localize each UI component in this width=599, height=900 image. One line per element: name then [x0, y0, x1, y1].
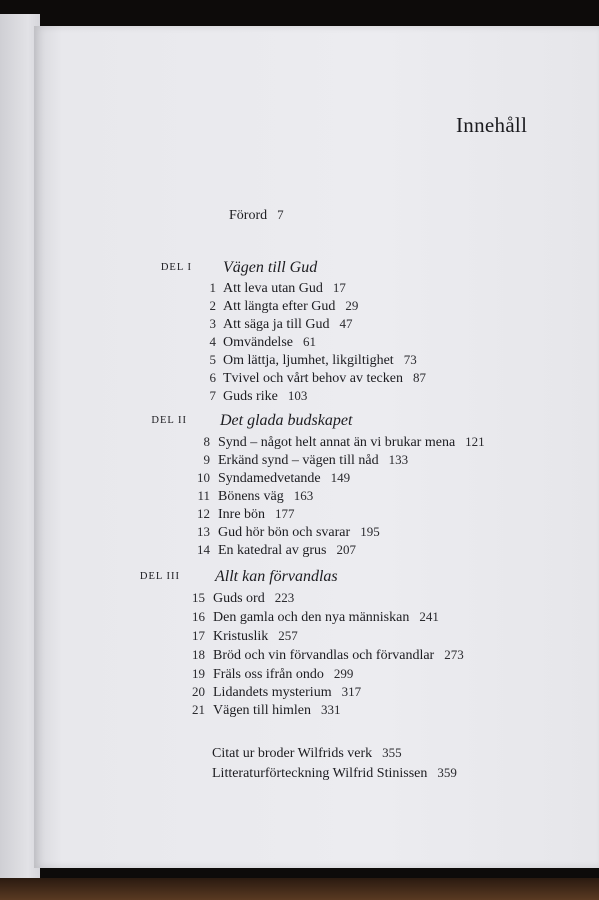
- chapter-number: 8: [203, 434, 210, 449]
- part-title: Allt kan förvandlas: [215, 568, 338, 585]
- chapter-number: 9: [203, 452, 210, 467]
- part-label: DEL III: [139, 571, 180, 582]
- chapter-page: 195: [360, 524, 380, 539]
- chapter-page: 163: [293, 488, 314, 503]
- chapter-title: Tvivel och vårt behov av tecken: [223, 371, 403, 386]
- chapter-number: 17: [192, 628, 205, 643]
- chapter-page: 133: [388, 452, 409, 467]
- chapter-number: 1: [209, 280, 216, 295]
- chapter-title: Fräls oss ifrån ondo: [213, 667, 324, 682]
- chapter-title: Guds ord: [213, 591, 265, 606]
- chapter-number: 5: [209, 352, 216, 367]
- chapter-number: 3: [209, 316, 216, 331]
- chapter-number: 14: [197, 542, 210, 557]
- chapter-number: 13: [197, 524, 210, 539]
- chapter-title: Guds rike: [223, 389, 278, 404]
- chapter-title: Att leva utan Gud: [223, 281, 323, 296]
- chapter-page: 121: [465, 434, 485, 449]
- chapter-number: 18: [192, 647, 205, 662]
- chapter-title: Synd – något helt annat än vi brukar mena: [218, 435, 456, 450]
- part-title: Det glada budskapet: [220, 412, 353, 429]
- chapter-number: 15: [192, 590, 205, 605]
- table-surface: [0, 878, 599, 900]
- chapter-title: Inre bön: [218, 507, 266, 522]
- chapter-title: Bröd och vin förvandlas och förvandlar: [213, 648, 435, 663]
- chapter-page: 223: [274, 590, 295, 605]
- appendix-title: Citat ur broder Wilfrids verk: [212, 746, 373, 761]
- foreword-title: Förord: [229, 208, 268, 223]
- page-title: Innehåll: [456, 113, 528, 137]
- chapter-page: 73: [403, 352, 417, 367]
- chapter-page: 17: [332, 280, 346, 295]
- chapter-title: Kristuslik: [213, 629, 269, 644]
- chapter-page: 317: [341, 684, 362, 699]
- chapter-title: Att säga ja till Gud: [223, 317, 330, 332]
- chapter-page: 47: [339, 316, 353, 331]
- foreword-entry: [229, 205, 284, 225]
- chapter-title: Den gamla och den nya människan: [213, 610, 410, 625]
- appendix-entry: [212, 763, 457, 783]
- chapter-number: 12: [197, 506, 210, 521]
- chapter-title: Omvändelse: [223, 335, 293, 350]
- chapter-page: 103: [287, 388, 308, 403]
- chapter-title: Att längta efter Gud: [223, 299, 336, 314]
- chapter-title: Erkänd synd – vägen till nåd: [218, 453, 379, 468]
- part-title: Vägen till Gud: [223, 259, 318, 276]
- chapter-number: 16: [192, 609, 205, 624]
- chapter-title: Gud hör bön och svarar: [218, 525, 351, 540]
- chapter-number: 20: [192, 684, 205, 699]
- chapter-title: Bönens väg: [218, 489, 284, 504]
- chapter-number: 7: [209, 388, 216, 403]
- part-label: DEL II: [151, 415, 187, 426]
- chapter-page: 257: [278, 628, 298, 643]
- chapter-number: 6: [209, 370, 216, 385]
- chapter-title: Syndamedvetande: [218, 471, 321, 486]
- chapter-page: 207: [336, 542, 356, 557]
- chapter-page: 149: [330, 470, 351, 485]
- chapter-page: 87: [412, 370, 426, 385]
- appendix-page: 359: [437, 765, 457, 780]
- chapter-page: 331: [320, 702, 341, 717]
- chapter-title: En katedral av grus: [218, 543, 327, 558]
- chapter-number: 10: [197, 470, 210, 485]
- chapter-page: 177: [275, 506, 295, 521]
- chapter-page: 29: [345, 298, 359, 313]
- chapter-page: 61: [302, 334, 316, 349]
- appendix-page: 355: [382, 745, 402, 760]
- appendix-entry: [212, 743, 402, 763]
- foreword-page: 7: [277, 207, 284, 222]
- chapter-number: 2: [209, 298, 216, 313]
- chapter-page: 241: [419, 609, 439, 624]
- chapter-page: 273: [444, 647, 464, 662]
- chapter-title: Om lättja, ljumhet, likgiltighet: [223, 353, 394, 368]
- chapter-number: 4: [209, 334, 216, 349]
- chapter-page: 299: [333, 666, 354, 681]
- appendix-title: Litteraturförteckning Wilfrid Stinissen: [212, 766, 428, 781]
- chapter-title: Vägen till himlen: [213, 703, 311, 718]
- part-label: DEL I: [160, 262, 192, 273]
- chapter-number: 21: [192, 702, 205, 717]
- chapter-title: Lidandets mysterium: [213, 685, 332, 700]
- chapter-number: 11: [197, 488, 210, 503]
- chapter-number: 19: [192, 666, 205, 681]
